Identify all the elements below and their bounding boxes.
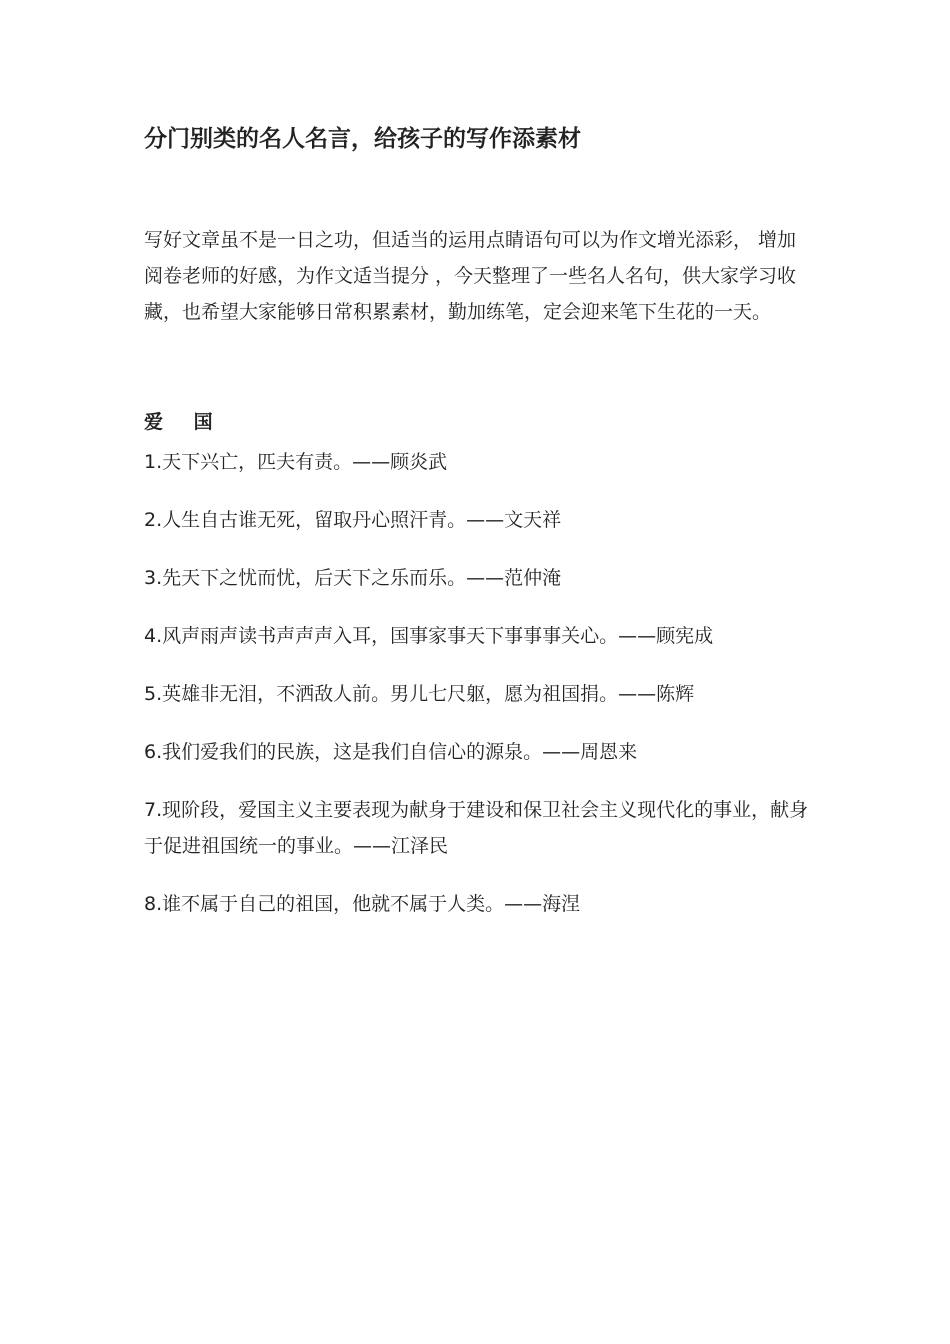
quote-item: 1.天下兴亡，匹夫有责。——顾炎武 [144,451,448,473]
quote-item: 5.英雄非无泪，不洒敌人前。男儿七尺躯，愿为祖国捐。——陈辉 [144,683,695,705]
article-intro: 写好文章虽不是一日之功，但适当的运用点睛语句可以为作文增光添彩， 增加阅卷老师的好感，为作文适当提分 ，今天整理了一些名人名句，供大家学习收藏，也希望大家能够日常积累素材，勤加练笔，定会迎来笔下生花的一天。 [144,229,797,323]
quote-item: 7.现阶段，爱国主义主要表现为献身于建设和保卫社会主义现代化的事业，献身于促进祖国统一的事业。——江泽民 [144,799,809,857]
article-title: 分门别类的名人名言，给孩子的写作添素材 [144,126,581,152]
quote-item: 8.谁不属于自己的祖国，他就不属于人类。——海涅 [144,893,581,915]
quote-item: 3.先天下之忧而忧，后天下之乐而乐。——范仲淹 [144,567,562,589]
quote-item: 6.我们爱我们的民族，这是我们自信心的源泉。——周恩来 [144,741,638,763]
quote-list [144,444,812,944]
section-heading: 爱 国 [144,411,225,433]
quote-item: 4.风声雨声读书声声声入耳，国事家事天下事事事关心。——顾宪成 [144,625,714,647]
quote-item: 2.人生自古谁无死，留取丹心照汗青。——文天祥 [144,509,562,531]
